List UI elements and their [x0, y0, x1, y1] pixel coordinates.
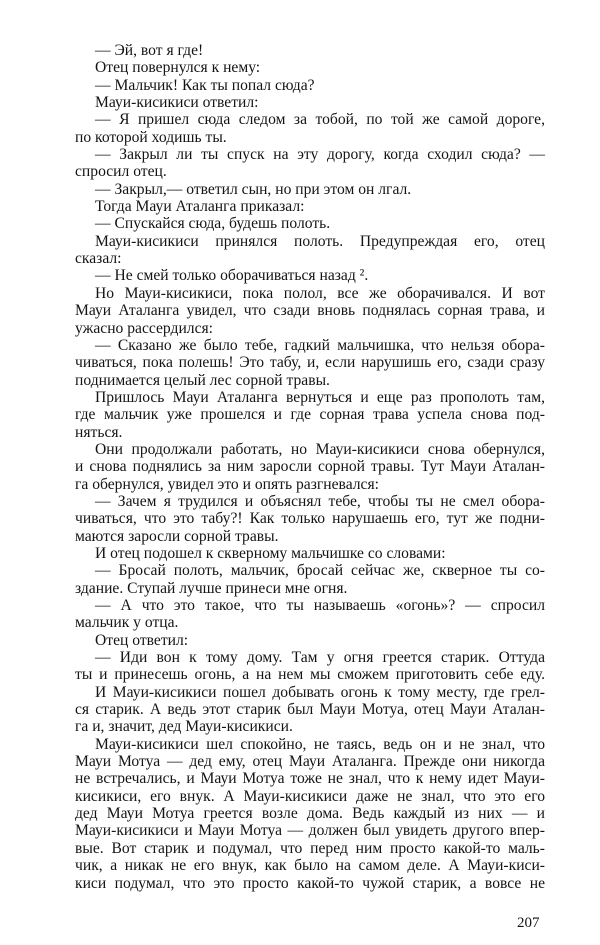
text-line: — Иди вон к тому дому. Там у огня греется старик. Оттуда — [95, 649, 545, 667]
text-line: — Бросай полоть, мальчик, бросай сейчас же, скверное ты со- — [95, 562, 545, 580]
text-line: Мауи-кисикиси и Мауи Мотуа — должен был увидеть другого впер- — [75, 822, 545, 840]
text-line: мальчик у отца. — [75, 614, 179, 632]
text-line: — Спускайся сюда, будешь полоть. — [95, 215, 331, 233]
text-line: — Мальчик! Как ты попал сюда? — [95, 76, 315, 94]
text-line: Мауи-кисикиси ответил: — [95, 94, 259, 112]
text-line: га обернулся, увидел это и опять разгневался: — [75, 475, 379, 493]
text-line: чиваться, что это табу?! Как только нарушаешь его, тут же подни- — [75, 510, 545, 528]
text-line: Мауи Аталанга увидел, что сзади вновь поднялась сорная трава, и — [75, 302, 545, 320]
text-line: спросил отец. — [75, 163, 167, 181]
page-number: 207 — [517, 915, 540, 931]
page-body-text — [75, 42, 545, 892]
text-line: здание. Ступай лучше принеси мне огня. — [75, 579, 348, 597]
text-line: по которой ходишь ты. — [75, 128, 227, 146]
text-line: Мауи-кисикиси принялся полоть. Предупреждая его, отец — [95, 232, 545, 250]
text-line: И Мауи-кисикиси пошел добывать огонь к тому месту, где грел- — [95, 683, 545, 701]
text-line: Пришлось Мауи Аталанга вернуться и еще раз прополоть там, — [95, 388, 545, 406]
text-line: сказал: — [75, 250, 122, 268]
text-line: Мауи-кисикиси шел спокойно, не таясь, ведь он и не знал, что — [95, 735, 545, 753]
text-line: — Зачем я трудился и объяснял тебе, чтобы ты не смел обора- — [95, 492, 545, 510]
text-line: Мауи Мотуа — дед ему, отец Мауи Аталанга. Прежде они никогда — [75, 753, 545, 771]
text-line: ты и принесешь огонь, а на нем мы сможем приготовить себе еду. — [75, 666, 545, 684]
text-line: и снова поднялись за ним заросли сорной травы. Тут Мауи Аталан- — [75, 458, 545, 476]
text-line: чик, а никак не его внук, как было на самом деле. А Мауи-киси- — [75, 857, 545, 875]
text-line: га и, значит, дед Мауи-кисикиси. — [75, 718, 293, 736]
text-line: Но Мауи-кисикиси, пока полол, все же оборачивался. И вот — [95, 284, 545, 302]
text-line: Они продолжали работать, но Мауи-кисикиси снова обернулся, — [95, 440, 545, 458]
text-line: няться. — [75, 423, 123, 441]
text-line: — Не смей только оборачиваться назад ². — [95, 267, 369, 285]
text-line: — Закрыл,— ответил сын, но при этом он лгал. — [95, 180, 412, 198]
text-line: где мальчик уже прошелся и где сорная трава успела снова под- — [75, 406, 545, 424]
text-line: И отец подошел к скверному мальчишке со словами: — [95, 544, 446, 562]
text-line: Отец ответил: — [95, 631, 189, 649]
text-line: Тогда Мауи Аталанга приказал: — [95, 198, 305, 216]
text-line: не встречались, и Мауи Мотуа тоже не знал, что к нему идет Мауи- — [75, 770, 545, 788]
text-line: ся старик. А ведь этот старик был Мауи Мотуа, отец Мауи Аталан- — [75, 701, 545, 719]
text-line: маются заросли сорной травы. — [75, 527, 279, 545]
text-line: — А что это такое, что ты называешь «огонь»? — спросил — [95, 597, 545, 614]
text-line: киси подумал, что это просто какой-то чужой старик, а вовсе не — [75, 874, 545, 892]
text-line: — Закрыл ли ты спуск на эту дорогу, когда сходил сюда? — — [95, 146, 545, 164]
text-line: Отец повернулся к нему: — [95, 59, 261, 77]
text-line: — Сказано же было тебе, гадкий мальчишка, что нельзя обора- — [95, 336, 545, 354]
text-line: чиваться, пока полешь! Это табу, и, если нарушишь его, сзади сразу — [75, 354, 545, 372]
text-line: вые. Вот старик и подумал, что перед ним просто какой-то маль- — [75, 839, 545, 857]
text-line: дед Мауи Мотуа греется возле дома. Ведь каждый из них — и — [75, 805, 545, 823]
text-line: ужасно рассердился: — [75, 319, 213, 337]
text-line: кисикиси, его внук. А Мауи-кисикиси даже не знал, что это его — [75, 787, 545, 805]
text-line: — Я пришел сюда следом за тобой, по той же самой дороге, — [95, 111, 545, 129]
text-line: поднимается целый лес сорной травы. — [75, 371, 330, 389]
text-line: — Эй, вот я где! — [95, 42, 204, 59]
